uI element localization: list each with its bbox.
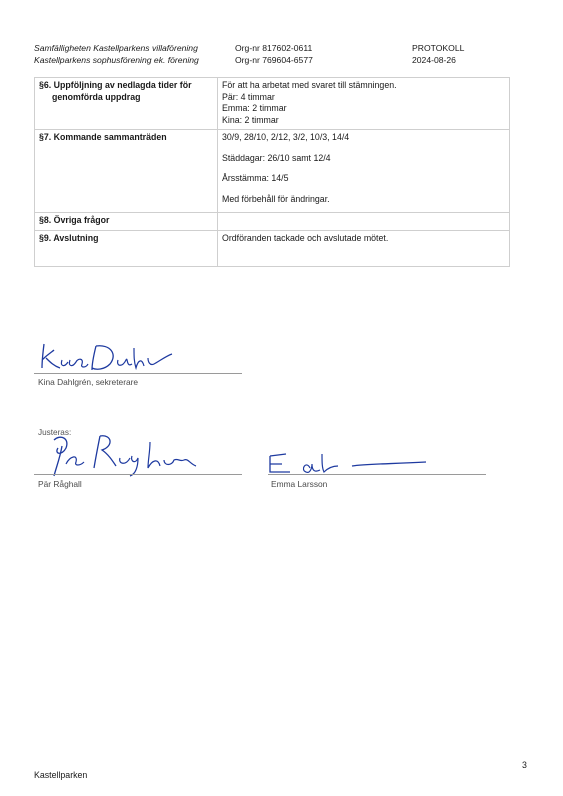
section-7-paragraph: Med förbehåll för ändringar. [222,193,330,204]
signature-par-raghall [40,432,210,478]
section-7-title: §7. Kommande sammanträden [35,130,218,213]
header-orgnr-1: Org-nr 817602-0611 [235,43,313,53]
header-org-1: Samfälligheten Kastellparkens villaförening [34,43,198,53]
signature-line [268,474,486,475]
section-6-line: För att ha arbetat med svaret till stämningen. [222,80,397,90]
signature-line [34,474,242,475]
section-9-content: Ordföranden tackade och avslutade mötet. [218,230,510,266]
header-date: 2024-08-26 [412,55,456,65]
table-row [35,230,510,266]
section-7-paragraph: Städdagar: 26/10 samt 12/4 [222,152,331,163]
section-9-title: §9. Avslutning [35,230,218,266]
section-content [218,78,510,130]
section-6-line: Emma: 2 timmar [222,103,287,113]
section-6-line: Pär: 4 timmar [222,91,275,102]
section-7-paragraph: 30/9, 28/10, 2/12, 3/2, 10/3, 14/4 [222,132,350,142]
section-6-line: Kina: 2 timmar [222,114,279,125]
table-row [35,78,510,130]
signature-line [34,373,242,374]
adjuster-2-name: Emma Larsson [271,479,328,489]
page-number: 3 [522,760,527,770]
header-orgnr-2: Org-nr 769604-6577 [235,55,313,65]
header-doc-type: PROTOKOLL [412,43,465,53]
adjuster-1-name: Pär Råghall [38,479,82,489]
header-org-2: Kastellparkens sophusförening ek. förening [34,55,199,65]
section-8-title: §8. Övriga frågor [35,213,218,231]
section-8-content [218,213,510,231]
table-row [35,213,510,231]
table-row [35,130,510,213]
section-title [35,78,218,130]
section-content [218,130,510,213]
footer-org: Kastellparken [34,770,88,780]
section-6-title-line-2: genomförda uppdrag [52,91,141,102]
minutes-table [34,77,510,267]
signature-kina-dahlgren [38,338,188,374]
signature-emma-larsson [266,450,436,480]
secretary-name: Kina Dahlgrén, sekreterare [38,377,139,387]
section-7-paragraph: Årsstämma: 14/5 [222,173,289,183]
section-6-title-line-1: §6. Uppföljning av nedlagda tider för [39,80,192,90]
justeras-label: Justeras: [38,428,72,437]
